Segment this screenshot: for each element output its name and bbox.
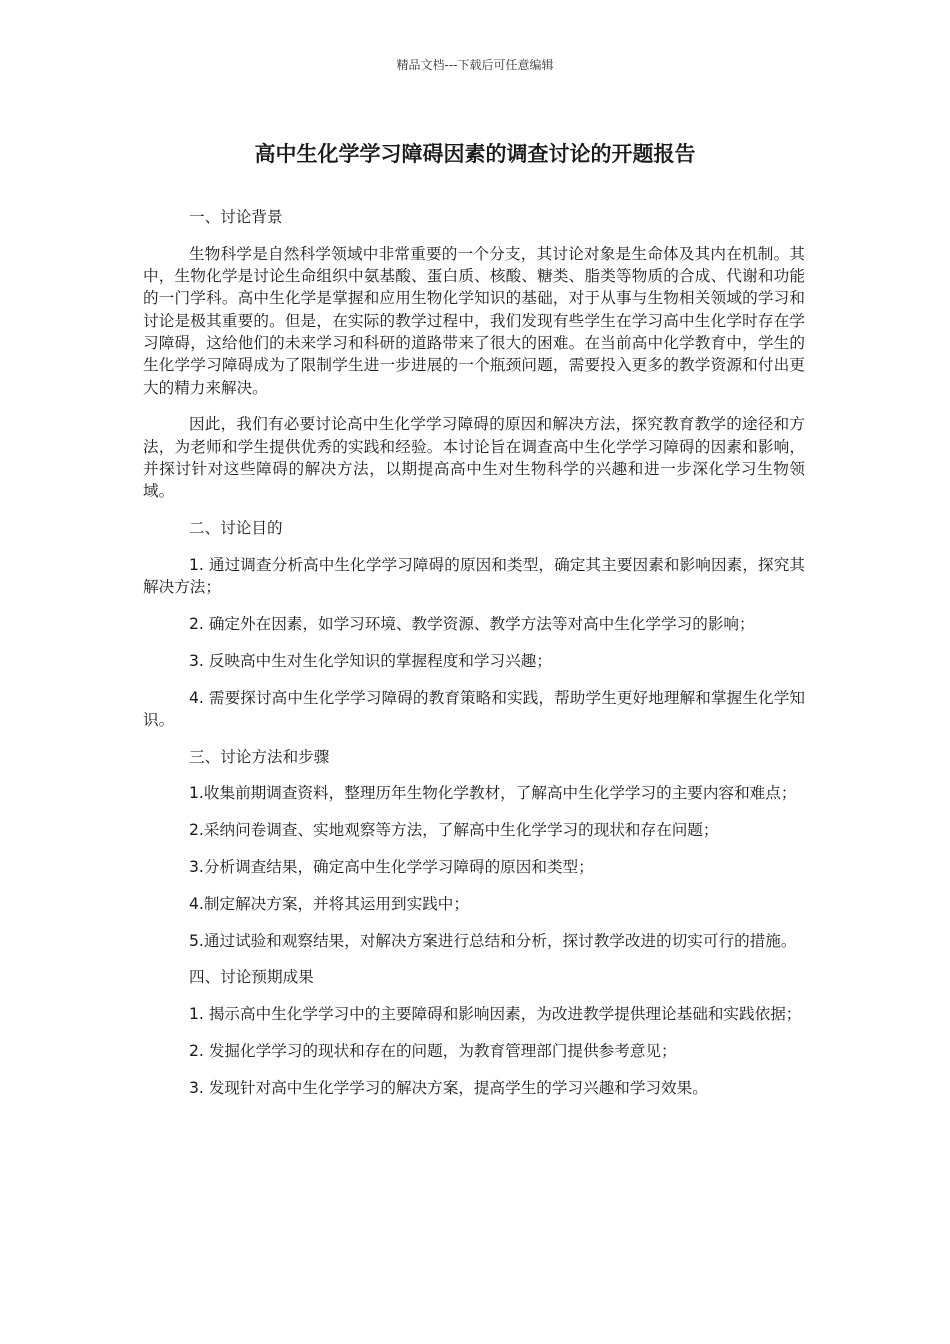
background-paragraph: 生物科学是自然科学领域中非常重要的一个分支，其讨论对象是生命体及其内在机制。其中，生物化学是讨论生命组织中氨基酸、蛋白质、核酸、糖类、脂类等物质的合成、代谢和功能的一门学科。高中生化学是掌握和应用生物化学知识的基础，对于从事与生物相关领域的学习和讨论是极其重要的。但是，在实际的教学过程中，我们发现有些学生在学习高中生化学时存在学习障碍，这给他们的未来学习和科研的道路带来了很大的困难。在当前高中化学教育中，学生的生化学学习障碍成为了限制学生进一步进展的一个瓶颈问题，需要投入更多的教学资源和付出更大的精力来解决。 — [143, 244, 805, 397]
section-heading-methods: 三、讨论方法和步骤 — [189, 747, 330, 766]
outcome-item: 2. 发掘化学学习的现状和存在的问题，为教育管理部门提供参考意见； — [189, 1042, 677, 1061]
method-step: 5.通过试验和观察结果，对解决方案进行总结和分析，探讨教学改进的切实可行的措施。 — [189, 931, 797, 950]
outcome-item: 3. 发现针对高中生化学学习的解决方案，提高学生的学习兴趣和学习效果。 — [189, 1078, 708, 1097]
method-step: 1.收集前期调查资料，整理历年生物化学教材，了解高中生化学学习的主要内容和难点； — [189, 784, 797, 803]
purpose-item: 4. 需要探讨高中生化学学习障碍的教育策略和实践，帮助学生更好地理解和掌握生化学知识。 — [143, 688, 805, 729]
page-header-note: 精品文档---下载后可任意编辑 — [396, 58, 554, 72]
purpose-item: 3. 反映高中生对生化学知识的掌握程度和学习兴趣； — [189, 651, 552, 670]
purpose-item: 1. 通过调查分析高中生化学学习障碍的原因和类型，确定其主要因素和影响因素，探究其解决方法； — [143, 555, 805, 597]
section-heading-background: 一、讨论背景 — [189, 208, 283, 226]
document-body — [143, 206, 805, 1114]
method-step: 2.采纳问卷调查、实地观察等方法，了解高中生化学学习的现状和存在问题； — [189, 821, 719, 840]
background-paragraph: 因此，我们有必要讨论高中生化学学习障碍的原因和解决方法，探究教育教学的途径和方法，为老师和学生提供优秀的实践和经验。本讨论旨在调查高中生化学学习障碍的因素和影响，并探讨针对这些障碍的解决方法，以期提高高中生对生物科学的兴趣和进一步深化学习生物领域。 — [143, 415, 805, 501]
document-title: 高中生化学学习障碍因素的调查讨论的开题报告 — [254, 142, 696, 166]
method-step: 4.制定解决方案，并将其运用到实践中； — [189, 894, 469, 913]
outcome-item: 1. 揭示高中生化学学习中的主要障碍和影响因素，为改进教学提供理论基础和实践依据； — [189, 1005, 802, 1024]
section-heading-outcomes: 四、讨论预期成果 — [189, 968, 314, 987]
section-heading-purpose: 二、讨论目的 — [189, 519, 283, 538]
purpose-item: 2. 确定外在因素，如学习环境、教学资源、教学方法等对高中生化学学习的影响； — [189, 614, 755, 633]
method-step: 3.分析调查结果，确定高中生化学学习障碍的原因和类型； — [189, 858, 594, 877]
